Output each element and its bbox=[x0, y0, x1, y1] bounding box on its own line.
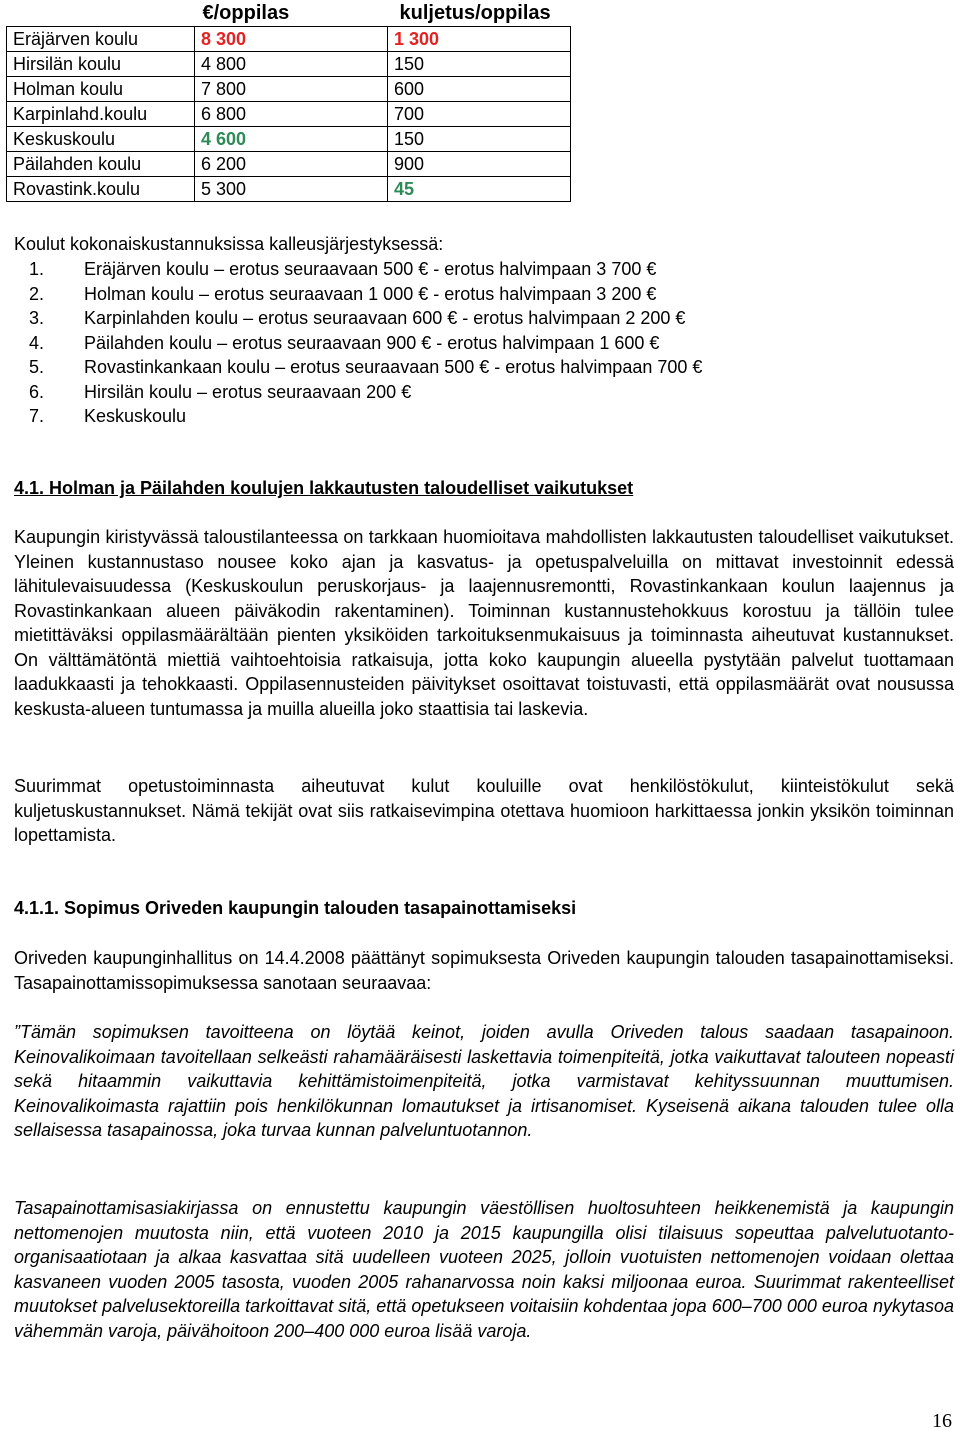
item-text: Holman koulu – erotus seuraavaan 1 000 € - erotus halvimpaan 3 200 € bbox=[84, 283, 657, 304]
transport-cost: 600 bbox=[388, 77, 571, 102]
item-number: 3. bbox=[29, 308, 45, 328]
item-number: 5. bbox=[29, 357, 45, 377]
table-row bbox=[7, 127, 571, 152]
list-item bbox=[29, 282, 702, 307]
paragraph: Suurimmat opetustoiminnasta aiheutuvat kulut kouluille ovat henkilöstökulut, kiinteistökulut sekä kuljetuskustannukset. Nämä tekijät ovat siis ratkaisevimpina otettava huomioon harkittaessa jonkin yksikön toiminnan lopettamista. bbox=[14, 776, 954, 845]
section-heading-4-1: 4.1. Holman ja Päilahden koulujen lakkautusten taloudelliset vaikutukset bbox=[14, 478, 634, 498]
transport-cost: 45 bbox=[388, 177, 571, 202]
transport-cost: 150 bbox=[388, 127, 571, 152]
cost-table bbox=[6, 0, 571, 202]
item-number: 1. bbox=[29, 259, 45, 279]
header-school bbox=[7, 0, 195, 27]
school-name: Holman koulu bbox=[7, 77, 195, 102]
school-name: Eräjärven koulu bbox=[7, 27, 195, 52]
per-pupil-cost: 7 800 bbox=[195, 77, 388, 102]
per-pupil-cost: 8 300 bbox=[195, 27, 388, 52]
list-item bbox=[29, 331, 702, 356]
transport-cost: 900 bbox=[388, 152, 571, 177]
table-row bbox=[7, 52, 571, 77]
transport-cost: 700 bbox=[388, 102, 571, 127]
quote-paragraph: Tasapainottamisasiakirjassa on ennustettu kaupungin väestöllisen huoltosuhteen heikkenemistä ja kaupungin nettomenojen muutosta niin, että vuoteen 2010 ja 2015 kaupungilla olisi tilaisuus sopeuttaa palvelutuotanto-organisaatiotaan ja alkaa kasvattaa sitä uudelleen vuoteen 2025, jolloin vuotuisten nettomenojen voidaan olettaa kasvaneen vuoden 2005 tasosta, vuoden 2005 rahanarvossa noin kaksi miljoonaa euroa. Suurimmat rakenteelliset muutokset palvelusektoreilla tarkoittavat sitä, että opetukseen voitaisiin kohdentaa jopa 600–700 000 euroa nykytasoa vähemmän varoja, päivähoitoon 200–400 000 euroa lisää varoja. bbox=[14, 1198, 954, 1341]
item-number: 2. bbox=[29, 283, 45, 304]
per-pupil-cost: 6 800 bbox=[195, 102, 388, 127]
table-row bbox=[7, 27, 571, 52]
per-pupil-cost: 6 200 bbox=[195, 152, 388, 177]
school-name: Rovastink.koulu bbox=[7, 177, 195, 202]
page-number: 16 bbox=[932, 1410, 952, 1432]
per-pupil-cost: 5 300 bbox=[195, 177, 388, 202]
list-item bbox=[29, 380, 702, 405]
list-item bbox=[29, 404, 702, 429]
table-row bbox=[7, 102, 571, 127]
header-transport: kuljetus/oppilas bbox=[399, 1, 551, 24]
item-number: 6. bbox=[29, 381, 45, 402]
section-heading-4-1-1: 4.1.1. Sopimus Oriveden kaupungin talouden tasapainottamiseksi bbox=[14, 898, 577, 918]
ranking-list bbox=[14, 257, 702, 429]
item-text: Eräjärven koulu – erotus seuraavaan 500 € - erotus halvimpaan 3 700 € bbox=[84, 259, 657, 279]
quote-paragraph: ”Tämän sopimuksen tavoitteena on löytää keinot, joiden avulla Oriveden talous saadaan tasapainoon. Keinovalikoimaan tavoitellaan selkeästi rahamääräisesti laskettavia toimenpiteitä, jotka vaikuttavat talouteen nopeasti sekä hitaammin vaikuttavia kehittämistoimenpiteitä, jotka varmistavat kehityssuunnan muuttumisen. Keinovalikoimasta rajattiin pois henkilökunnan lomautukset ja irtisanomiset. Kyseisenä aikana talouden tulee olla sellaisessa tasapainossa, joka turvaa kunnan palveluntuotannon. bbox=[14, 1022, 954, 1140]
item-text: Päilahden koulu – erotus seuraavaan 900 € - erotus halvimpaan 1 600 € bbox=[84, 332, 660, 353]
school-name: Karpinlahd.koulu bbox=[7, 102, 195, 127]
list-item bbox=[29, 257, 702, 282]
item-text: Rovastinkankaan koulu – erotus seuraavaan 500 € - erotus halvimpaan 700 € bbox=[84, 357, 703, 377]
item-number: 4. bbox=[29, 332, 45, 353]
header-per-pupil: €/oppilas bbox=[202, 1, 290, 24]
list-item bbox=[29, 306, 702, 331]
table-row bbox=[7, 77, 571, 102]
item-text: Karpinlahden koulu – erotus seuraavaan 600 € - erotus halvimpaan 2 200 € bbox=[84, 308, 686, 328]
per-pupil-cost: 4 800 bbox=[195, 52, 388, 77]
per-pupil-cost: 4 600 bbox=[195, 127, 388, 152]
table-row bbox=[7, 177, 571, 202]
item-number: 7. bbox=[29, 406, 45, 426]
transport-cost: 150 bbox=[388, 52, 571, 77]
table-row bbox=[7, 152, 571, 177]
item-text: Keskuskoulu bbox=[84, 406, 187, 426]
school-name: Hirsilän koulu bbox=[7, 52, 195, 77]
table-header-row bbox=[7, 0, 571, 27]
ranking-intro: Koulut kokonaiskustannuksissa kalleusjärjestyksessä: bbox=[14, 234, 444, 254]
item-text: Hirsilän koulu – erotus seuraavaan 200 € bbox=[84, 381, 412, 402]
paragraph: Oriveden kaupunginhallitus on 14.4.2008 päättänyt sopimuksesta Oriveden kaupungin talouden tasapainottamiseksi. Tasapainottamissopimuksessa sanotaan seuraavaa: bbox=[14, 948, 954, 993]
transport-cost: 1 300 bbox=[388, 27, 571, 52]
paragraph: Kaupungin kiristyvässä taloustilanteessa on tarkkaan huomioitava mahdollisten lakkautusten taloudelliset vaikutukset. Yleinen kustannustaso nousee koko ajan ja kasvatus- ja opetuspalveluilla on mittavat investoinnit edessä lähitulevaisuudessa (Keskuskoulun peruskorjaus- ja laajennusremontti, Rovastinkankaan koulun laajennus ja Rovastinkankaan alueen päiväkodin rakentaminen). Toiminnan kustannustehokkuus korostuu ja tällöin tulee mietittäväksi oppilasmäärältään pienten yksiköiden tarkoituksenmukaisuus ja toiminnasta aiheutuvat kustannukset. On välttämätöntä miettiä vaihtoehtoisia ratkaisuja, jotta koko kaupungin alueella pystytään palvelut tuottamaan laadukkaasti ja tehokkaasti. Oppilasennusteiden päivitykset osoittavat toistuvasti, että oppilasmäärät ovat nousussa keskusta-alueen tuntumassa ja muilla alueilla joko staattisia tai laskevia. bbox=[14, 527, 954, 719]
list-item bbox=[29, 355, 703, 380]
school-name: Keskuskoulu bbox=[7, 127, 195, 152]
school-name: Päilahden koulu bbox=[7, 152, 195, 177]
